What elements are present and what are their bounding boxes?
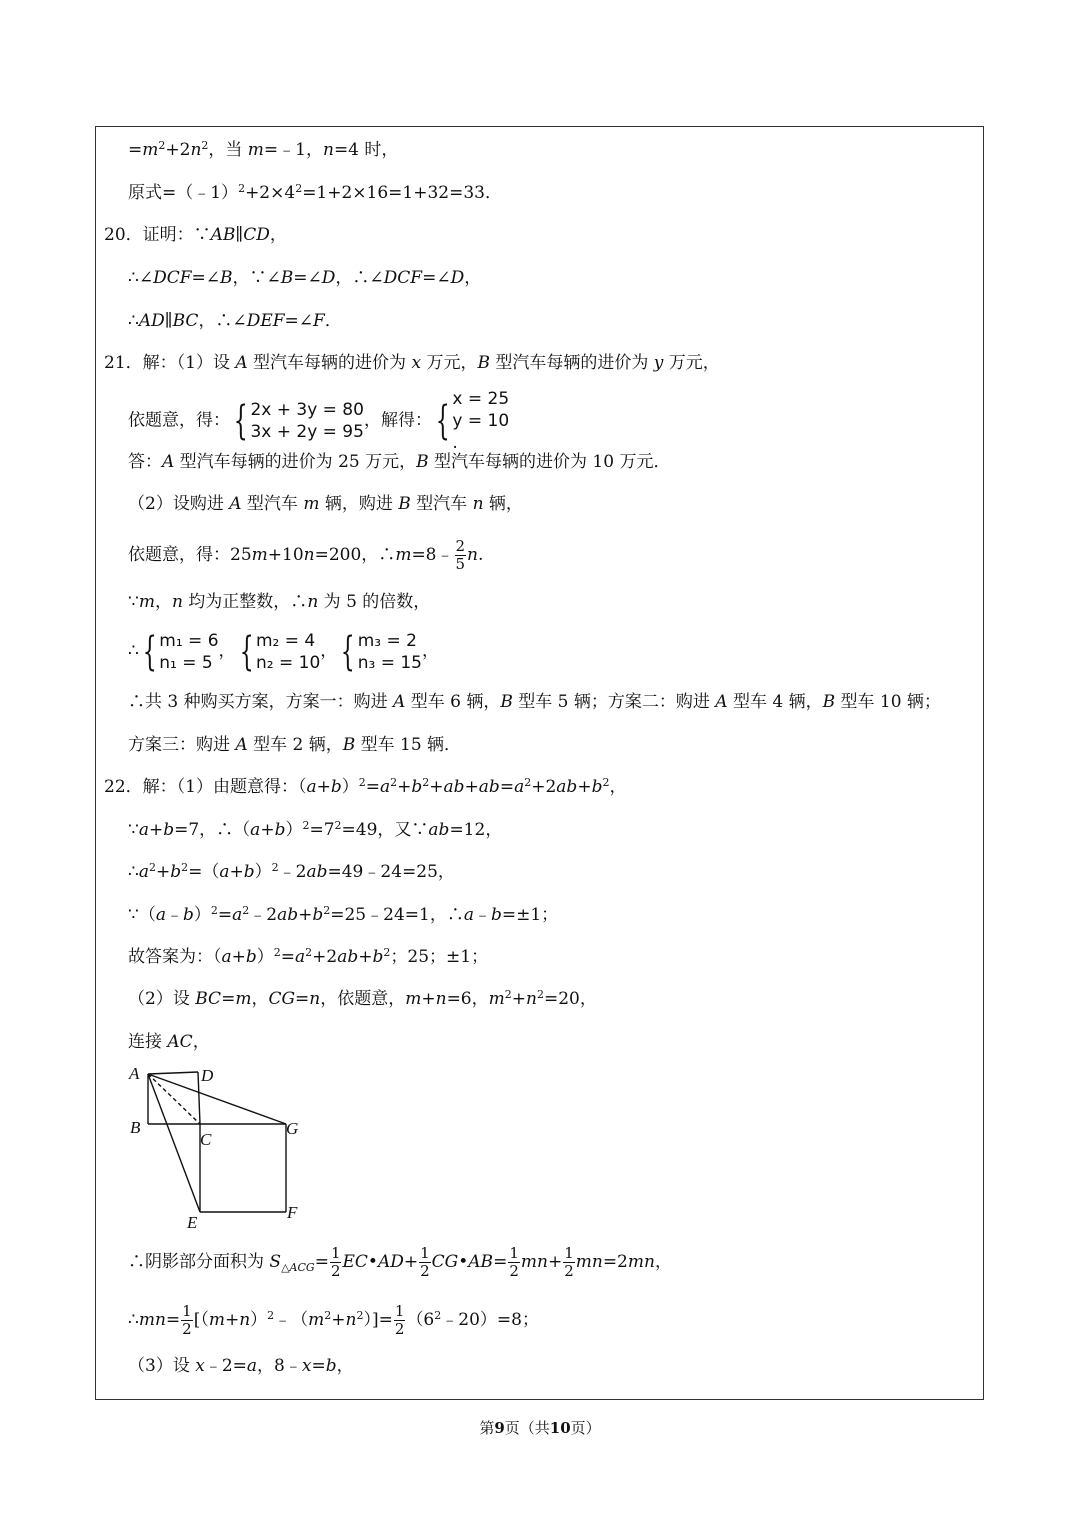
line-11: ∵m，n 均为正整数，∴n 为 5 的倍数， <box>128 592 431 612</box>
line-18: $\because(a﹣b)^2=a^2﹣2ab+b^2=25﹣24=1$，∴a﹣b=±1； <box>128 904 559 925</box>
line-9: （2）设购进 A 型汽车 m 辆，购进 B 型汽车 n 辆， <box>128 494 523 514</box>
label-C: C <box>200 1130 212 1149</box>
label-D: D <box>201 1066 214 1085</box>
line-8: 答：A 型汽车每辆的进价为 25 万元，B 型汽车每辆的进价为 10 万元． <box>128 452 671 472</box>
system-1: 2x + 3y = 80 3x + 2y = 95 <box>250 400 364 442</box>
problem-22-header: 22．解：（1）由题意得：$(a+b)^2=a^2+b^2+ab+ab=a^2+2ab+b^2$， <box>104 776 627 797</box>
label-F: F <box>287 1203 298 1222</box>
line-10: 依题意，得：25m+10n=200，∴m=8﹣ $\frac{2}{5}$ n. <box>128 537 484 573</box>
label-A: A <box>129 1064 140 1083</box>
line-19: 故答案为：$(a+b)^2=a^2+2ab+b^2$；25；±1； <box>128 946 489 967</box>
label-E: E <box>187 1213 198 1232</box>
equation-system-line: 依题意，得：{ 2x + 3y = 80 3x + 2y = 95 ，解得：{ x = 25 y = 10 . <box>128 389 510 453</box>
line-13: ∴共 3 种购买方案，方案一：购进 A 型车 6 辆，B 型车 5 辆；方案二：购进 A 型车 4 辆，B 型车 10 辆； <box>128 692 941 712</box>
problem-21-header: 21．解：（1）设 A 型汽车每辆的进价为 x 万元，B 型汽车每辆的进价为 y 万元， <box>104 353 720 373</box>
line-5: ∴AD∥BC，∴∠DEF=∠F． <box>128 311 342 331</box>
segment-AC-dashed <box>148 1074 200 1124</box>
line-24: （3）设 x﹣2=a，8﹣x=b， <box>128 1356 354 1376</box>
segment-AE <box>148 1074 200 1212</box>
line-14: 方案三：购进 A 型车 2 辆，B 型车 15 辆． <box>128 735 462 755</box>
segment-DC <box>198 1072 200 1124</box>
label-B: B <box>130 1118 141 1137</box>
segment-AD <box>148 1072 198 1074</box>
page-footer: 第9页（共10页） <box>479 1419 601 1437</box>
geometry-figure <box>125 1062 310 1232</box>
line-22: ∴阴影部分面积为 $S_{\triangle ACG}=$ $\frac{1}{2}$ EC•AD+ $\frac{1}{2}$ CG•AB= $\frac{1}{2}$ mn+ $\frac{1}{2}$ mn=2mn， <box>128 1244 672 1280</box>
line-1: $=m^2+2n^2$，当 m=﹣1，n=4 时， <box>128 139 399 160</box>
line-16: ∵a+b=7，$\therefore(a+b)^2=7^2=49$，又∵ab=12， <box>128 819 503 840</box>
label-G: G <box>286 1119 299 1138</box>
solution-sets-line: ∴{ m₁ = 6 n₁ = 5 ，{ m₂ = 4 n₂ = 10 ，{ m₃ = 2 n₃ = 15 ， <box>128 628 439 675</box>
line-23: ∴mn= $\frac{1}{2}$ $[(m+n)^2﹣(m^2+n^2)]=$ $\frac{1}{2}$ $(6^2﹣20)=8$； <box>128 1302 539 1338</box>
line-21: 连接 AC， <box>128 1032 210 1052</box>
line-20: （2）设 BC=m，CG=n，依题意，m+n=6，$m^2+n^2=20$， <box>128 988 597 1009</box>
system-solution: x = 25 y = 10 . <box>452 389 510 453</box>
line-4: ∴∠DCF=∠B，∵∠B=∠D，∴∠DCF=∠D， <box>128 268 482 288</box>
line-2: 原式$=(﹣1)^2+2\times 4^2=1+2\times 16=1+32=33$． <box>128 182 502 203</box>
problem-20-header: 20．证明：∵AB∥CD， <box>104 225 287 245</box>
segment-AG <box>148 1074 286 1124</box>
line-17: $\therefore a^2+b^2=(a+b)^2﹣2ab=49﹣24=25$， <box>128 861 455 882</box>
